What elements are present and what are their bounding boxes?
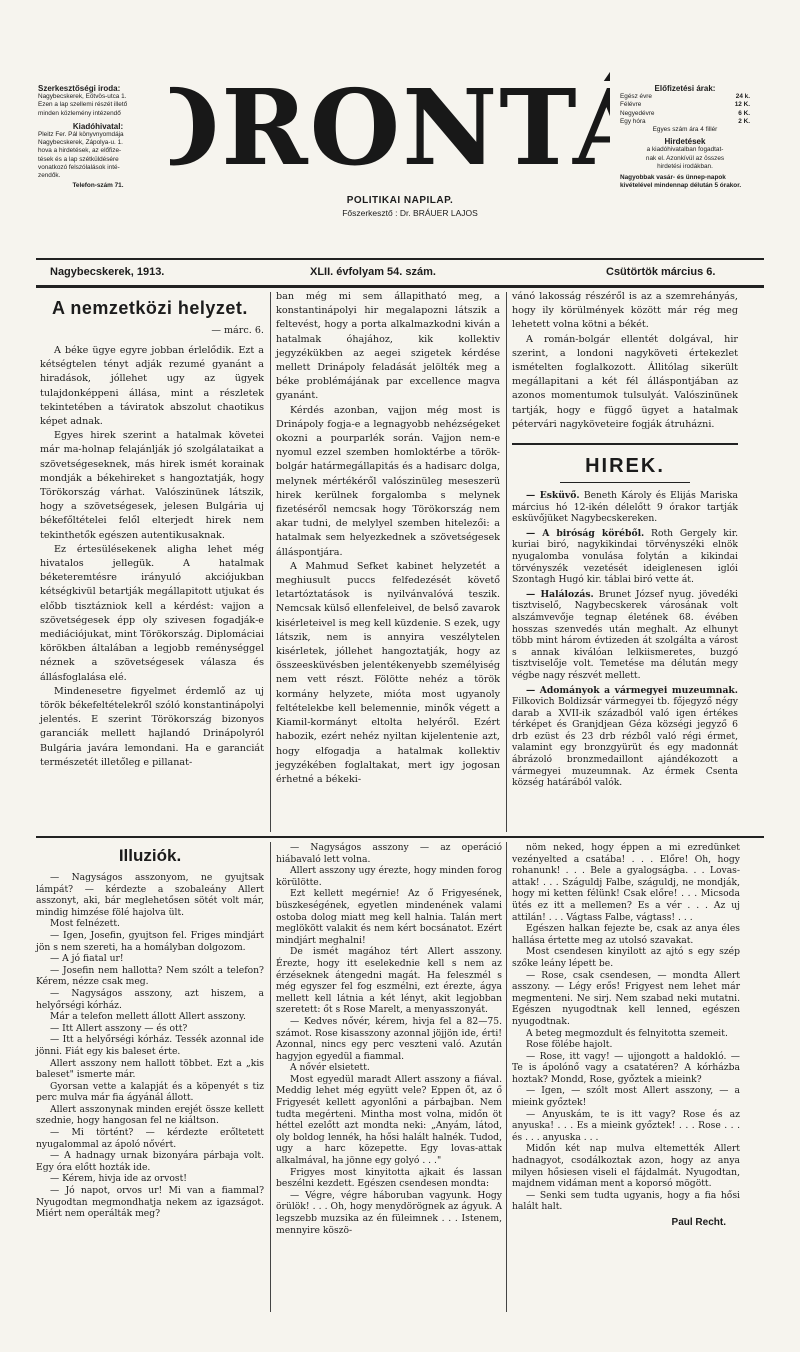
story-column-1 <box>36 872 264 1220</box>
dateline-rule <box>36 285 764 288</box>
paragraph: — Jó napot, orvos ur! Mi van a fiammal? Nyugodtan megmondhatja nekem az igazságot. Miért nem operálták meg? <box>36 1185 264 1220</box>
paragraph: — Igen, Josefin, gyujtson fel. Friges mindjárt jön s nem szereti, ha a homályban dolgozom. <box>36 929 264 953</box>
paragraph: A nővér elsietett. <box>290 1062 370 1074</box>
column-divider <box>506 292 507 832</box>
price-label: Egész évre <box>620 93 652 101</box>
issue-day: Csütörtök március 6. <box>606 266 716 278</box>
paragraph: — Nagyságos asszony — az operáció hiábavaló lett volna. <box>276 842 502 865</box>
story-title: Illuziók. <box>118 846 182 865</box>
price-label: Negyedévre <box>620 109 655 117</box>
news-item <box>512 490 738 525</box>
article-column-3 <box>512 290 738 432</box>
news-body: Brunet József nyug. jövedéki tisztviselő, Nagybecskerek városának volt alszámvevője tegnap életének 68. évében hosszas szenvedés után meghalt. Az elhunyt több mint három évtizeden át szolgálta a várost s annak kiválóan lelkiismeretes, buzgó tisztviselője volt. Temetése ma délután megy végbe nagy részvét mellett. <box>512 588 738 681</box>
paragraph: — Itt a helyőrségi kórház. Tessék azonnal ide jönni. Fiát egy kis baleset érte. <box>36 1034 264 1057</box>
paragraph: — Josefin nem hallotta? Nem szólt a telefon? Kérem, nézze csak meg. <box>36 964 264 988</box>
office-title: Szerkesztőségi iroda: <box>38 84 121 93</box>
paragraph: Egészen halkan fejezte be, csak az anya éles hallása értette meg az utolsó szavakat. <box>512 923 740 946</box>
price-value: 6 K. <box>738 109 750 117</box>
date-place: Nagybecskerek, 1913. <box>50 266 165 278</box>
news-list <box>512 490 738 789</box>
ads-line: nak el. Azonkívül az összes <box>645 154 725 162</box>
admin-line: hova a hirdetések, az előfize- <box>38 147 122 155</box>
paragraph: nöm neked, hogy éppen a mi ezredünket vezényelted a csatába! . . . Előre! Oh, hogy rohanunk! . . . Bele a gyalogságba. . . Lovas-attak! . . . Száguldj Falbe, száguldj, ne mondják, hogy mi ketten félünk! Csak előre! . . . Micsoda ütés ez itt a mellemen? Es a vér . . . Az uj attilán! . . . Vágtass Falbe, vágtass! . . . <box>512 842 740 923</box>
paragraph: ban még mi sem állapitható meg, a konstantinápolyi hir megalapozni látszik a feltevést, hogy a porta alkalmazkodni kiván a hatalmak óhajához, kik kollektiv jegyzékükben az aegei szigetek kérdése mellett Drinápoly feladását jelölték meg a béke problémájának par excellence magva gyanánt. <box>276 291 500 402</box>
price-row <box>620 93 750 101</box>
news-item <box>512 528 738 586</box>
office-line: minden közlemény intézendő <box>38 109 121 117</box>
article-column-1 <box>40 344 264 770</box>
paragraph: — Nagyságos asszony, azt hiszem, a helyőrségi kórház. <box>36 987 264 1011</box>
article-dateline: — márc. 6. <box>211 325 264 336</box>
paragraph: — Kedves nővér, kérem, hivja fel a 82—75. számot. Rose kisasszony azonnal jöjjön ide, érti! Azonnal, nincs egy perc veszteni való. Azután hagyjon egyedül a fiammal. <box>276 1015 502 1062</box>
editor-line: Főszerkesztő : Dr. BRÁUER LAJOS <box>342 208 478 218</box>
news-headline: — Esküvő. <box>526 490 580 501</box>
story-signature: Paul Recht. <box>671 1217 726 1228</box>
phone-number: Telefon-szám 71. <box>72 182 124 190</box>
column-divider <box>506 842 507 1312</box>
price-row <box>620 118 750 126</box>
paragraph: A román-bolgár ellentét dolgával, hir szerint, a londoni nagyköveti értekezlet ismételten foglalkozott. Állitólag sikerült megállapitani a két fél álláspontjában az azonos momentumok tulsulyát. Valószinünek tartják, hogy e függő ügyet a hatalmak pétervári nagyköveteire fogják átruházni. <box>512 333 738 430</box>
news-body: Filkovich Boldizsár vármegyei tb. főjegyző négy darab a XVII-ik századból való igen értékes térképet és Granjdjean Géza községi jegyző 6 drb ezüst és 23 drb rézből való régi érmet, valamint egy bronzgyürüt és egy madonnát ábrázoló bronzmedaillont ajándékozott a vármegyei muzeumnak. Az érmek Csenta község határából valók. <box>512 696 738 789</box>
paragraph: Most egyedül maradt Allert asszony a fiával. Meddig lehet még együtt vele? Eppen őt, az ő Frigyesét kellett agyonlőni a párbajban. Nem tudta megérteni. Mintha most volna, midőn öt héttel ezelőtt azt mondta neki: „Anyám, látod, oly boldog lennék, ha hősi halált halnék. Tudod, ugy a harc közepette. Egy lovas-attak alkalmával, ha jönne egy golyó . . ." <box>276 1073 502 1167</box>
paragraph: — Rose, itt vagy! — ujjongott a haldokló. — Te is ápolónő vagy a csatatéren? A kórházba hoztak? Mondd, Rose, győztek a mieink? <box>512 1050 740 1085</box>
paragraph: Most csendesen kinyilott az ajtó s egy szép szőke leány lépett be. <box>512 946 740 969</box>
volume-number: XLII. évfolyam 54. szám. <box>310 266 436 278</box>
paragraph: A beteg megmozdult és felnyitotta szemeit. <box>526 1027 728 1039</box>
masthead <box>170 66 610 186</box>
paragraph: — Itt Allert asszony — és ott? <box>50 1022 188 1034</box>
news-headline: — A biróság köréből. <box>526 527 645 539</box>
paragraph: — Mi történt? — kérdezte erőltetett nyugalommal az ápoló nővért. <box>36 1127 264 1150</box>
story-column-2 <box>276 842 502 1236</box>
office-line: Nagybecskerek, Eötvös-utca 1. <box>38 93 127 101</box>
column-divider <box>270 292 271 832</box>
paragraph: Mindenesetre figyelmet érdemlő az uj török békefeltételekről szóló konstantinápolyi jelentés. E szerint Törökország bizonyos garanciák mellett hajlandó Drinápolyról Bulgária javára lemondani. Ha e garanciát természetét illetőleg e pillanat- <box>40 685 264 768</box>
paragraph: Rose fölébe hajolt. <box>526 1039 613 1051</box>
paragraph: A Mahmud Sefket kabinet helyzetét a meghiusult puccs felfedezését követő letartóztatások is nyilvánvalóvá teszik. Nemcsak külső ellenfeleivel, de belső zavarok kisérleteivel is meg kell küzdenie. S ezek, ugy látszik, nem is annyira veszélytelen kisérletek, jóllehet hangoztatják, hogy az összeesküvésben jelentékenyebb személyiség nem vett részt. Fölötte nehéz a török kormány helyzete, mióta most ugyanoly feltételekbe kell belemennie, minők végett a Kiamil-kormányt eltolta helyéről. Ezért habozik, ezért nehéz nyiltan kijelentenie azt, hogy elfogadja a hatalmak kollektiv jegyzékében foglaltakat, mert igy jogosan érhetné a békeki- <box>276 560 500 785</box>
news-headline: — Halálozás. <box>526 588 594 600</box>
paragraph: Egyes hirek szerint a hatalmak követei már ma-holnap felajánlják jó szolgálataikat a szövetségeseknek, más hirek ismét korainak mondják a békehireket s hangoztatják, hogy Törökország várhat. Valószinünek látszik, hogy a szövetségesek, jelesen Bulgária uj békefőltételei felől elterjedt hirek nem tekinthetők egészen autentikusaknak. <box>40 430 264 541</box>
admin-line: tések és a lap szétküldésére <box>38 155 119 163</box>
section-rule <box>36 836 764 838</box>
paragraph: — Rose, csak csendesen, — mondta Allert asszony. — Légy erős! Frigyest nem lehet már megmenteni. Ne sirj. Nem szabad neki mutatni. Egészen nyugodtnak kell lenned, egészen nyugodtnak. <box>512 969 740 1027</box>
ads-line: a kiadóhivatalban fogadtat- <box>646 146 724 154</box>
paragraph: Midőn két nap mulva eltemették Allert hadnagyot, csodálkoztak azon, hogy az anya milyen hősiesen viseli el fájdalmát. Nyugodtan, majdnem vidáman ment a koporsó mögött. <box>512 1143 740 1190</box>
subscription-title: Előfizetési árak: <box>654 84 716 93</box>
story-column-3 <box>512 842 740 1229</box>
paragraph: Allert asszony ugy érezte, hogy minden forog körülötte. <box>276 865 502 888</box>
paragraph: Gyorsan vette a kalapját és a köpenyét s tiz perc mulva már fia ágyánál állott. <box>36 1080 264 1104</box>
news-body: Roth Gergely kir. kuriai biró, nagykikindai törvényszéki elnök nyugalomba vonulása folytán a kikindai törvényszék vezetését ideiglenesen iglói Szontagh Hugó kir. táblai biró vette át. <box>512 527 739 586</box>
news-item <box>512 589 738 682</box>
paragraph: — Igen, — szólt most Allert asszony, — a mieink győztek! <box>512 1085 740 1109</box>
paragraph: — Nagyságos asszonyom, ne gyujtsak lámpát? — kérdezte a szobaleány Allert asszonyt, aki, bár meglehetősen sötét volt már, mindig himzése fölé hajolva ült. <box>36 872 264 918</box>
column-divider <box>270 842 271 1312</box>
article-title: A nemzetközi helyzet. <box>52 298 248 318</box>
paragraph: Ez értesülésekenek aligha lehet még hivatalos jellegük. A hatalmak béketeremtésre irányuló akciójukban kétségkivül betartják megállapitott utjukat és előbb tisztázniok kell a kérdést: vajjon a szövetségesek épp oly szivesen fogadják-e mediációjukat, mint Törökország. Diplomáciai körökben általában a legjobb reménységgel néznek a szövetségesek válasza és állásfoglalása elé. <box>40 543 264 683</box>
price-row <box>620 101 750 109</box>
ads-title: Hirdetések <box>664 137 706 147</box>
paragraph: Már a telefon mellett állott Allert asszony. <box>50 1011 246 1023</box>
price-value: 12 K. <box>734 101 750 109</box>
paragraph: Kérdés azonban, vajjon még most is Drinápoly fogja-e a legnagyobb nehézségeket okozni a pourparlék során. Vajjon nem-e nyomul ezzel szemben homloktérbe a török-bolgár határmegállapitás és a hadisarc dolga, melynek mértékéről valószinüleg meseszerü hirek kerülnek forgalomba s melynek fizetéséről nemcsak hogy Törökország nem akar tudni, de melylyel szemben hitelezői: a hatalmak sem helyezkednek a szövetségesek álláspontjára. <box>276 404 500 558</box>
news-headline: — Adományok a vármegyei muzeumnak. <box>526 684 738 696</box>
article-column-2 <box>276 290 500 787</box>
paragraph: — Senki sem tudta ugyanis, hogy a fia hősi halált halt. <box>512 1189 740 1213</box>
news-rule-top <box>512 443 738 445</box>
admin-title: Kiadóhivatal: <box>72 121 124 131</box>
paragraph: Frigyes most kinyitotta ajkait és lassan beszélni kezdett. Egészen csendesen mondta: <box>276 1166 502 1190</box>
paragraph: De ismét magához tért Allert asszony. Érezte, hogy itt eselekednie kell s nem az érzéseknek átengedni magát. Ha feleszmél s még egyszer fel fog eszmélni, ezt érezte, ágya mellett kell látnia a két lényt, akit legjobban szeretett: őt s Rose Marelt, a menyasszonyát. <box>276 946 502 1016</box>
paragraph: Allert asszonynak minden erejét össze kellett szednie, hogy hangosan fel ne kiáltson. <box>36 1103 264 1127</box>
header-right-info <box>620 85 750 190</box>
paragraph: — A jó fiatal ur! <box>50 953 124 965</box>
paragraph: Allert asszony nem hallott többet. Ezt a „kis baleset" ismerte már. <box>36 1057 264 1081</box>
office-line: Ezen a lap szellemi részét illető <box>38 101 128 109</box>
header-left-info <box>38 85 158 190</box>
price-label: Félévre <box>620 101 642 109</box>
admin-line: zendők. <box>38 172 61 180</box>
price-value: 2 K. <box>738 117 750 125</box>
paragraph: vánó lakosság részéről is az a szemrehányás, hogy ily körülmények között már rég meg lehetett volna kötni a békét. <box>512 291 738 331</box>
paragraph: — Anyuskám, te is itt vagy? Rose és az anyuska! . . . Es a mieink győztek! . . . Rose . . . és . . . anyuska . . . <box>512 1108 740 1143</box>
paragraph: A béke ügye egyre jobban érlelődik. Ezt a kétségtelen tényt adják rezumé gyanánt a hiradások, jóllehet ugy az ügyek tulajdonképpeni állása, mint a részletek tekintetében a táviratok abszolut chaotikus képet adnak. <box>40 345 264 428</box>
price-label: Egy hóra <box>620 117 646 125</box>
publication-schedule: Nagyobbak vasár- és ünnep-napok kivételével mindennap délután 5 órakor. <box>620 174 742 190</box>
paragraph: — A hadnagy urnak bizonyára párbaja volt. Egy óra előtt hozták ide. <box>36 1150 264 1173</box>
paragraph: Most felnézett. <box>50 918 120 930</box>
paragraph: — Kérem, hivja ide az orvost! <box>50 1173 187 1185</box>
header-rule <box>36 258 764 260</box>
news-section-title: HIREK. <box>585 455 665 477</box>
price-value: 24 k. <box>735 93 750 101</box>
news-item <box>512 685 738 789</box>
admin-line: vonatkozó felszólalások inté- <box>38 163 120 171</box>
price-row <box>620 110 750 118</box>
admin-line: Pleitz Fer. Pál könyvnyomdája <box>38 131 124 139</box>
paragraph: Ezt kellett megérnie! Az ő Frigyesének, büszkeségének, egyetlen mindenének valami ostoba dolog miatt meg kell halnia. Talán mert meglökött valakit és nem kért bocsánatot. Ezért mindjárt meghalni! <box>276 888 502 946</box>
paper-subtitle: POLITIKAI NAPILAP. <box>346 195 454 206</box>
admin-line: Nagybecskerek, Zápolya-u. 1. <box>38 139 123 147</box>
paragraph: — Végre, végre háboruban vagyunk. Hogy örülök! . . . Oh, hogy menydörögnek az ágyuk. A legszebb muzsika az én füleimnek . . . Istenem, mennyire köszö- <box>276 1189 502 1236</box>
ads-line: hirdetési irodákban. <box>657 162 713 170</box>
single-issue-price: Egyes szám ára 4 fillér <box>652 126 718 134</box>
masthead-logo <box>170 66 610 186</box>
news-rule <box>560 482 690 483</box>
masthead-text: ORONT <box>170 66 573 186</box>
news-body: Beneth Károly és Elijás Mariska március hó 12-ikén délelőtt 9 órakor tartják esküvőjüket Nagybecskereken. <box>512 490 738 525</box>
